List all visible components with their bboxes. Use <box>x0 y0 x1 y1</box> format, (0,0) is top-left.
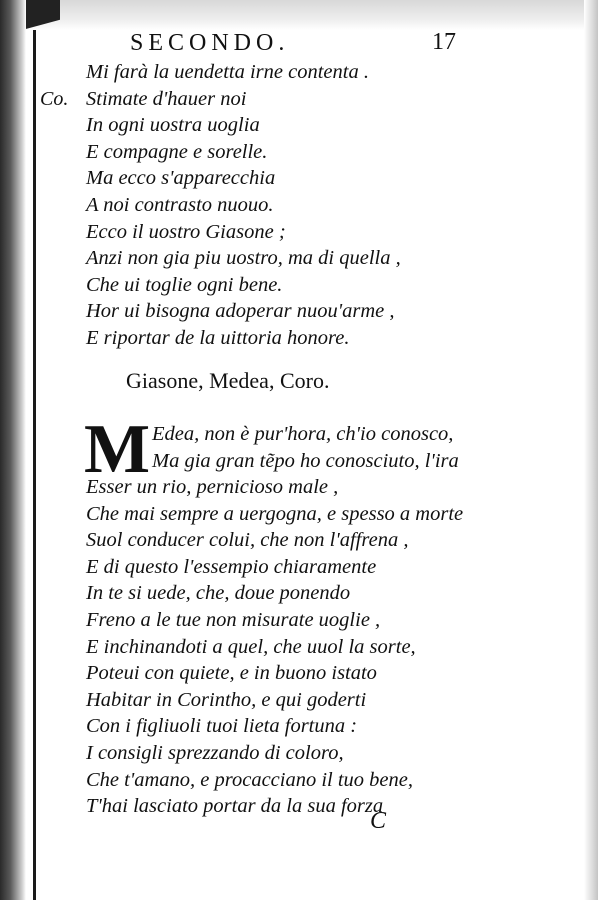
gutter-shadow <box>0 0 26 900</box>
drop-cap: M <box>84 411 151 488</box>
verse-line: E di questo l'essempio chiaramente <box>86 555 377 578</box>
page-left-border <box>33 30 36 900</box>
page-top-edge <box>0 0 598 30</box>
verse-line: E riportar de la uittoria honore. <box>86 327 350 349</box>
verse-line: Ma ecco s'apparecchia <box>86 167 276 190</box>
verse-line: Suol conducer colui, che non l'affrena , <box>86 529 409 552</box>
verse-line: Freno a le tue non misurate uoglie , <box>86 609 381 631</box>
verse-line: E inchinandoti a quel, che uuol la sorte, <box>86 635 416 658</box>
page-number: 17 <box>432 29 456 55</box>
page-right-edge <box>584 0 598 900</box>
signature-mark: C <box>370 808 387 834</box>
verse-line: Ecco il uostro Giasone ; <box>86 220 286 243</box>
verse-line: Poteui con quiete, e in buono istato <box>86 662 377 685</box>
verse-line: Edea, non è pur'hora, ch'io conosco, <box>152 423 454 445</box>
verse-line: Con i figliuoli tuoi lieta fortuna : <box>86 715 358 738</box>
verse-line: Esser un rio, pernicioso male , <box>86 476 339 498</box>
verse-line: Che ui toglie ogni bene. <box>86 273 283 296</box>
verse-line: In ogni uostra uoglia <box>86 114 260 137</box>
verse-line: Mi farà la uendetta irne contenta . <box>86 61 369 83</box>
verse-line: Hor ui bisogna adoperar nuou'arme , <box>86 300 395 323</box>
verse-line: In te si uede, che, doue ponendo <box>86 582 351 605</box>
verse-line: Che t'amano, e procacciano il tuo bene, <box>86 768 413 791</box>
running-title: SECONDO. <box>130 30 290 56</box>
verse-line: Che mai sempre a uergogna, e spesso a morte <box>86 502 464 525</box>
verse-line: Anzi non gia piu uostro, ma di quella , <box>86 247 401 270</box>
verse-line: A noi contrasto nuouo. <box>86 194 274 216</box>
verse-line: E compagne e sorelle. <box>86 140 268 163</box>
speaker-label-chorus: Co. <box>40 88 69 110</box>
verse-line: Ma gia gran tẽpo ho conosciuto, l'ira <box>152 449 459 472</box>
verse-line: I consigli sprezzando di coloro, <box>86 742 344 764</box>
scene-heading: Giasone, Medea, Coro. <box>126 368 330 393</box>
verse-line: Habitar in Corintho, e qui goderti <box>86 688 367 711</box>
verse-line: Stimate d'hauer noi <box>86 87 247 110</box>
verse-line: T'hai lasciato portar da la sua forza <box>86 795 384 818</box>
